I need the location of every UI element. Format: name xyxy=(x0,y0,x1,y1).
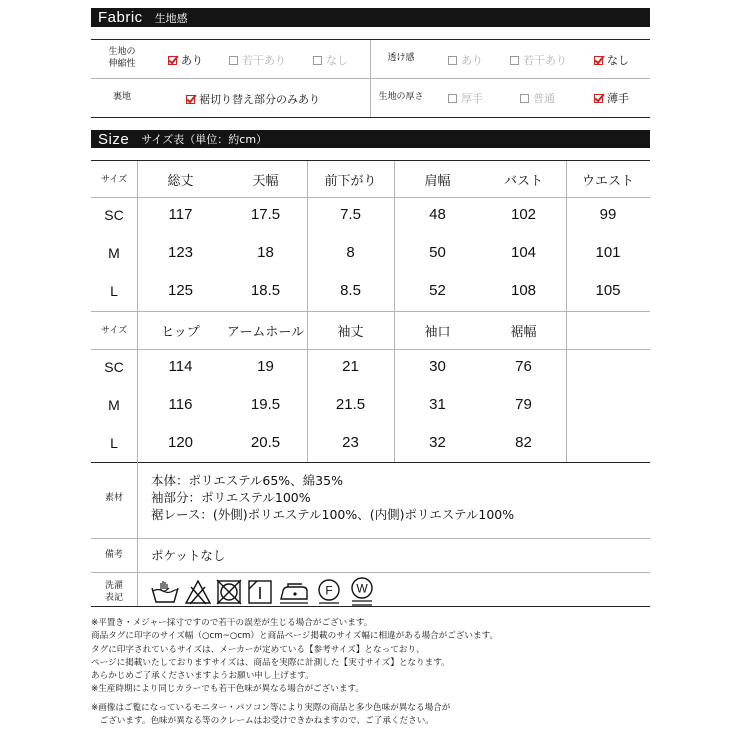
size-value-cell: 21 xyxy=(342,358,359,375)
size-value-cell: 52 xyxy=(429,282,446,299)
wet-clean-w-icon xyxy=(348,577,376,607)
checkbox-icon xyxy=(594,94,603,103)
no-tumble-dry-icon xyxy=(216,579,242,605)
hand-wash-icon xyxy=(150,579,180,605)
size-value-cell: 7.5 xyxy=(340,206,361,223)
line-dry-shade-icon xyxy=(247,579,273,605)
care-icons xyxy=(150,577,381,607)
size-value-cell: 19 xyxy=(257,358,274,375)
size-column-header: 総丈 xyxy=(167,173,194,189)
checkbox-icon xyxy=(313,56,322,65)
checkbox-icon xyxy=(186,95,195,104)
fabric-bottom-rule xyxy=(91,117,650,118)
sheer-label: 透け感 xyxy=(387,53,415,63)
size-value-cell: 104 xyxy=(510,244,537,261)
size-value-cell: 17.5 xyxy=(250,206,281,223)
svg-text:W: W xyxy=(356,581,368,596)
size-column-header: アームホール xyxy=(226,325,305,340)
lining-label: 裏地 xyxy=(112,92,131,102)
fabric-header xyxy=(91,8,650,27)
size-value-cell: 8.5 xyxy=(340,282,361,299)
note-line: タグに印字されているサイズは、メーカーが定めている【参考サイズ】となっており、 xyxy=(91,644,425,655)
size-value-cell: 20.5 xyxy=(250,433,281,451)
size-value-cell: 116 xyxy=(168,396,193,413)
size-column-label: サイズ xyxy=(100,326,128,336)
sheer-option-slight: 若干あり xyxy=(510,52,567,68)
size-row-label: L xyxy=(110,434,118,451)
size-value-cell: 108 xyxy=(510,282,537,299)
size-value-cell: 123 xyxy=(167,244,194,261)
low-iron-icon xyxy=(278,579,310,605)
checkbox-icon xyxy=(510,56,519,65)
size-header xyxy=(91,130,650,148)
stretch-option-yes: あり xyxy=(168,52,203,68)
size-value-cell: 23 xyxy=(342,433,359,451)
size-column-header: バスト xyxy=(503,173,543,189)
fabric-subheading: 生地感 xyxy=(154,11,188,25)
size-value-cell: 50 xyxy=(429,244,446,261)
size-column-header: ヒップ xyxy=(161,325,200,340)
size-value-cell: 76 xyxy=(515,358,532,375)
material-line: 本体：ポリエステル65%、綿35% xyxy=(151,473,343,488)
size-value-cell: 102 xyxy=(510,206,537,223)
note-line: あらかじめご了承くださいますようお願い申し上げます。 xyxy=(91,671,314,682)
note-line: ※生産時期により同じカラーでも若干色味が異なる場合がございます。 xyxy=(91,684,364,695)
size-value-cell: 105 xyxy=(595,282,621,299)
size-value-cell: 114 xyxy=(168,358,193,375)
size-value-cell: 117 xyxy=(168,206,193,223)
no-bleach-icon xyxy=(185,579,211,605)
size-value-cell: 8 xyxy=(346,244,355,261)
size-value-cell: 32 xyxy=(429,433,446,451)
fabric-heading: Fabric xyxy=(98,9,143,26)
size-value-cell: 99 xyxy=(599,206,617,223)
size-column-header: 肩幅 xyxy=(424,173,451,189)
size-value-cell: 19.5 xyxy=(250,396,281,413)
note-line: ※画像はご覧になっているモニター・パソコン等により実際の商品と多少色味が異なる場合が xyxy=(91,702,451,713)
note-line: 商品タグに印字のサイズ幅（○cm~○cm）と商品ページ掲載のサイズ幅に相違がある場合がございます。 xyxy=(91,631,499,642)
dry-clean-f-icon xyxy=(315,578,343,606)
note-line: ございます。色味が異なる等のクレームはお受けできかねますので、ご了承ください。 xyxy=(91,716,434,727)
note-line: ページに掲載いたしておりますサイズは、商品を実際に計測した【実寸サイズ】となります。 xyxy=(91,657,450,668)
remarks-text: ポケットなし xyxy=(151,548,226,563)
size-column-label: サイズ xyxy=(100,174,128,185)
size-row-label: M xyxy=(108,245,120,261)
size-value-cell: 21.5 xyxy=(335,396,366,413)
size-value-cell: 30 xyxy=(429,358,446,375)
sheer-option-none: なし xyxy=(594,52,629,68)
size-table-bottom-rule xyxy=(91,462,650,463)
size-column-header: ウエスト xyxy=(581,173,634,189)
notes xyxy=(91,617,651,728)
size-row-label: M xyxy=(108,397,120,413)
size-value-cell: 120 xyxy=(167,433,194,451)
size-value-cell: 79 xyxy=(515,396,532,413)
checkbox-icon xyxy=(594,56,603,65)
remarks-label: 備考 xyxy=(104,550,123,560)
size-value-cell: 101 xyxy=(595,244,621,261)
checkbox-icon xyxy=(168,56,177,65)
size-value-cell: 31 xyxy=(429,396,446,413)
stretch-option-none: なし xyxy=(313,52,348,68)
size-column-header: 前下がり xyxy=(324,173,377,189)
thickness-label: 生地の厚さ xyxy=(378,92,424,102)
stretch-option-slight: 若干あり xyxy=(229,52,286,68)
size-column-header: 天幅 xyxy=(252,173,279,189)
material-label: 素材 xyxy=(104,493,123,503)
thickness-option-thick: 厚手 xyxy=(448,90,483,106)
sheer-option-yes: あり xyxy=(448,52,483,68)
stretch-label: 生地の 伸縮性 xyxy=(108,47,136,69)
size-heading: Size xyxy=(98,130,130,148)
thickness-option-normal: 普通 xyxy=(520,90,555,106)
checkbox-icon xyxy=(520,94,529,103)
size-row-label: SC xyxy=(104,207,124,223)
size-subheading: サイズ表（単位：約cm） xyxy=(141,133,268,146)
material-line: 裾レース：(外側)ポリエステル100%、(内側)ポリエステル100% xyxy=(151,507,515,522)
size-column-header: 裾幅 xyxy=(510,325,537,340)
remarks-rule xyxy=(91,572,650,573)
material-rule xyxy=(91,538,650,539)
size-value-cell: 82 xyxy=(515,433,532,451)
lining-option: 裾切り替え部分のみあり xyxy=(186,91,320,107)
thickness-option-thin: 薄手 xyxy=(594,90,629,106)
size-value-cell: 48 xyxy=(429,206,446,223)
size-row-label: L xyxy=(110,283,118,299)
size-value-cell: 125 xyxy=(167,282,194,299)
note-line: ※平置き・メジャー採寸ですので若干の誤差が生じる場合がございます。 xyxy=(91,618,373,628)
size-row-label: SC xyxy=(104,359,124,375)
fabric-divider xyxy=(370,40,371,117)
checkbox-icon xyxy=(448,56,457,65)
size-value-cell: 18 xyxy=(257,244,274,261)
checkbox-icon xyxy=(448,94,457,103)
size-column-header: 袖丈 xyxy=(337,325,364,340)
material-line: 袖部分：ポリエステル100% xyxy=(151,490,311,505)
material-text xyxy=(151,472,514,523)
svg-text:F: F xyxy=(325,583,333,598)
info-divider xyxy=(137,462,138,606)
checkbox-icon xyxy=(229,56,238,65)
size-column-header: 袖口 xyxy=(424,325,451,340)
size-value-cell: 18.5 xyxy=(250,282,281,299)
care-label: 洗濯 表記 xyxy=(104,581,123,603)
